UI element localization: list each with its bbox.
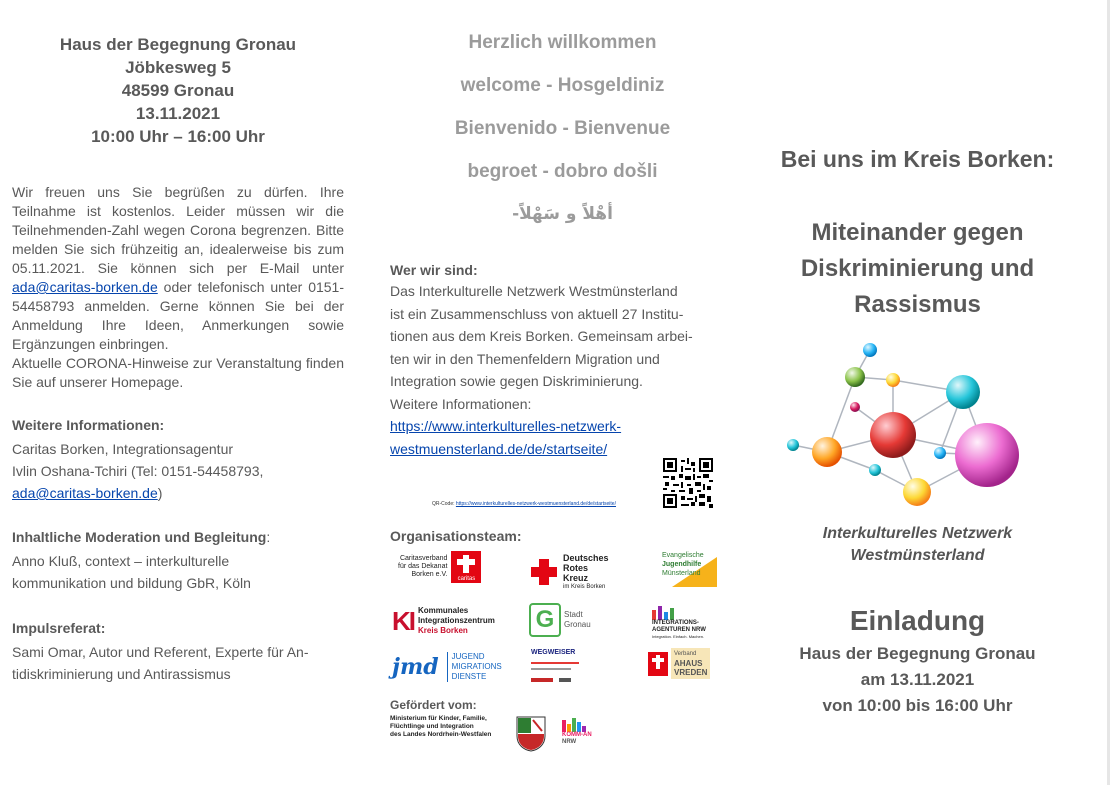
ki-sub: Kreis Borken (418, 626, 468, 635)
wegweiser-logo (531, 648, 579, 682)
info-title: Weitere Informationen: (12, 417, 165, 433)
ministry-line-1: Ministerium für Kinder, Familie, (390, 715, 487, 722)
ahaus-text-2: AHAUS (674, 659, 703, 668)
caritas-text-2: für das Dekanat (398, 563, 448, 570)
info-email-line (12, 482, 344, 504)
venue-time: 10:00 Uhr – 16:00 Uhr (91, 127, 265, 146)
ministry-text (390, 715, 491, 739)
node-green (845, 367, 865, 387)
kommunen-text-1: KOMM-AN (562, 732, 592, 738)
ki-logo (392, 606, 495, 636)
venue-block (12, 0, 344, 148)
who-line-3: tionen aus dem Kreis Borken. Gemeinsam arbei- (390, 328, 693, 344)
network-url-link-2[interactable]: westmuensterland.de/de/startseite/ (390, 440, 608, 457)
drk-text-2: Rotes (563, 563, 589, 573)
venue-name: Haus der Begegnung Gronau (59, 35, 297, 54)
welcome-line-2: welcome - Hosgeldiniz (460, 75, 665, 96)
network-url-line-1 (390, 415, 720, 438)
moderation-line-2: kommunikation und bildung GbR, Köln (12, 575, 251, 591)
ministry-line-2: Flüchtlinge und Integration (390, 723, 474, 730)
welcome-line-arabic: أهْلاً و سَهْلاً- (512, 204, 613, 224)
moderation-title: Inhaltliche Moderation und Begleitung (12, 529, 267, 545)
moderation-section (12, 528, 344, 594)
network-name-line-2: Westmünsterland (850, 547, 985, 564)
caritas-mark-text: caritas (457, 576, 476, 582)
moderation-colon: : (266, 529, 271, 545)
cover-heading: Bei uns im Kreis Borken: (780, 146, 1055, 172)
moderation-line-1: Anno Kluß, context – interkulturelle (12, 553, 230, 569)
cover-title (745, 215, 1090, 323)
ev-jugendhilfe-logo (662, 551, 717, 587)
venue-city: 48599 Gronau (121, 81, 235, 100)
intro-text-continued: oder telefonisch unter 0151-54458793 anmelden. Gerne können Sie bei der Anmeldung Ihre Ideen, Anmerkungen sowie Ergänzungen einbringen. (12, 279, 345, 352)
impuls-title: Impulsreferat: (12, 620, 106, 636)
node-magenta-small (850, 402, 860, 412)
qr-caption (432, 501, 616, 507)
ev-text (662, 551, 704, 578)
node-orange (812, 437, 842, 467)
node-cyan-mid (869, 464, 881, 476)
iag-text-1: INTEGRATIONS- (652, 620, 699, 626)
jmd-mark: jmd (392, 654, 439, 680)
jmd-text-1: JUGEND (451, 652, 485, 661)
invite-venue: Haus der Begegnung Gronau (799, 644, 1036, 663)
who-line-4: ten wir in den Themenfeldern Migration und (390, 350, 660, 367)
invite-time: von 10:00 bis 16:00 Uhr (822, 696, 1013, 715)
wegweiser-line-icon-2 (531, 668, 571, 670)
invite-details (745, 641, 1090, 719)
jmd-logo (392, 652, 502, 682)
network-url-line-2 (390, 438, 720, 461)
who-title: Wer wir sind: (390, 262, 478, 278)
impuls-line-1: Sami Omar, Autor und Referent, Experte für An- (12, 644, 309, 660)
drk-text-1: Deutsches (563, 553, 609, 563)
iag-text-2: AGENTUREN NRW (652, 627, 706, 633)
qr-code[interactable] (663, 458, 713, 508)
ahaus-text (671, 648, 710, 679)
node-pink-large (955, 423, 1019, 487)
gronau-logo (529, 603, 591, 637)
registration-email-link[interactable]: ada@caritas-borken.de (12, 279, 158, 295)
ev-text-1: Evangelische (662, 552, 704, 559)
ki-mark: KI (392, 606, 414, 636)
wegweiser-line-icon (531, 662, 579, 664)
node-blue-mid (934, 447, 946, 459)
ahaus-text-3: VREDEN (674, 668, 708, 677)
caritas-cross-icon (451, 551, 481, 583)
node-cyan (946, 375, 980, 409)
venue-street: Jöbkesweg 5 (125, 58, 231, 77)
ki-text (418, 606, 495, 636)
middle-panel (390, 0, 720, 785)
ev-text-2: Jugendhilfe (662, 561, 702, 568)
funded-title: Gefördert vom: (390, 698, 477, 712)
cover-title-line-2: Diskriminierung und (800, 255, 1035, 282)
welcome-line-4: begroet - dobro došli (467, 161, 658, 182)
moderation-title-line (12, 528, 344, 547)
network-url-link-1[interactable]: https://www.interkulturelles-netzwerk- (390, 418, 622, 434)
node-red (870, 412, 916, 458)
who-section (390, 262, 720, 460)
caritas-logo (398, 551, 481, 583)
orga-title: Organisationsteam: (390, 528, 522, 544)
kommunen-logo (562, 718, 600, 750)
ki-text-1: Kommunales (418, 606, 469, 615)
info-line-1: Caritas Borken, Integrationsagentur (12, 441, 234, 457)
left-panel (12, 0, 344, 785)
info-line-2: Ivlin Oshana-Tchiri (Tel: 0151-54458793, (12, 463, 264, 479)
venue-date: 13.11.2021 (135, 104, 221, 123)
cover-title-line-3: Rassismus (854, 291, 981, 318)
impuls-section (12, 619, 344, 685)
gronau-text (564, 610, 591, 630)
ministry-line-3: des Landes Nordrhein-Westfalen (390, 731, 492, 738)
info-email-link[interactable]: ada@caritas-borken.de (12, 485, 158, 501)
invite-date: am 13.11.2021 (860, 670, 975, 689)
drk-logo (531, 553, 609, 591)
drk-text (563, 553, 609, 591)
impuls-line-2: tidiskriminierung und Antirassismus (12, 666, 231, 682)
nrw-coat-of-arms-icon (516, 716, 546, 752)
who-line-5: Integration sowie gegen Diskriminierung. (390, 373, 643, 389)
intro-paragraph (12, 183, 344, 392)
ki-text-2: Integrationszentrum (418, 616, 495, 625)
who-line-1: Das Interkulturelle Netzwerk Westmünsterland (390, 283, 678, 299)
integrationsagenturen-logo (652, 606, 706, 639)
welcome-block (390, 21, 735, 236)
caritas-text (398, 555, 447, 579)
kommunen-text-2: NRW (562, 739, 577, 745)
node-cyan-small (787, 439, 799, 451)
info-section (12, 416, 344, 504)
kommunen-bars-icon (562, 718, 600, 732)
network-name (745, 523, 1090, 567)
jmd-text-2: MIGRATIONS (451, 662, 502, 671)
who-line-6: Weitere Informationen: (390, 395, 532, 412)
caritas-text-1: Caritasverband (399, 555, 448, 562)
iag-bars-icon (652, 606, 674, 620)
invite-heading: Einladung (849, 605, 986, 636)
network-name-line-1: Interkulturelles Netzwerk (822, 525, 1013, 542)
ev-text-3: Münsterland (662, 570, 701, 577)
network-molecule-graphic (775, 335, 1060, 515)
welcome-line-3: Bienvenido - Bienvenue (454, 118, 671, 139)
iag-sub: Integration. Einfach. Machen. (652, 634, 705, 639)
ahaus-cross-icon (648, 652, 668, 676)
jmd-text (447, 652, 502, 682)
qr-label: QR-Code: (432, 501, 455, 507)
corona-note: Aktuelle CORONA-Hinweise zur Veranstaltung finden Sie auf unserer Homepage. (12, 355, 344, 390)
node-yellow-bottom (903, 478, 931, 506)
drk-text-3: Kreuz (563, 573, 589, 583)
info-close-paren: ) (157, 485, 163, 501)
wegweiser-text: WEGWEISER (531, 649, 576, 656)
ahaus-vreden-logo (648, 648, 710, 679)
drk-sub: im Kreis Borken (563, 584, 606, 590)
red-cross-icon (531, 559, 557, 585)
ahaus-text-1: Verband (674, 651, 697, 657)
node-yellow-top (886, 373, 900, 387)
caritas-text-3: Borken e.V. (411, 571, 448, 578)
who-line-2: ist ein Zusammenschluss von aktuell 27 Institu- (390, 305, 684, 322)
right-panel (745, 0, 1090, 785)
gronau-g-icon: G (529, 603, 561, 637)
jmd-text-3: DIENSTE (451, 672, 487, 681)
node-blue-top (863, 343, 877, 357)
gronau-text-1: Stadt (564, 610, 583, 619)
qr-url-link[interactable]: https://www.interkulturelles-netzwerk-westmuensterland.de/de/startseite/ (455, 501, 616, 507)
cover-title-line-1: Miteinander gegen (811, 219, 1024, 246)
welcome-line-1: Herzlich willkommen (468, 32, 657, 53)
gronau-text-2: Gronau (564, 620, 591, 629)
wegweiser-sub-icons (531, 678, 571, 682)
intro-text: Wir freuen uns Sie begrüßen zu dürfen. Ihre Teilnahme ist kostenlos. Leider müssen wir die Teilnehmenden-Zahl wegen Corona begrenzen. Bitte melden Sie sich frühzeitig an, idealerweise bis zum 05.11.2021. Sie können sich per E-Mail unter (12, 184, 344, 276)
